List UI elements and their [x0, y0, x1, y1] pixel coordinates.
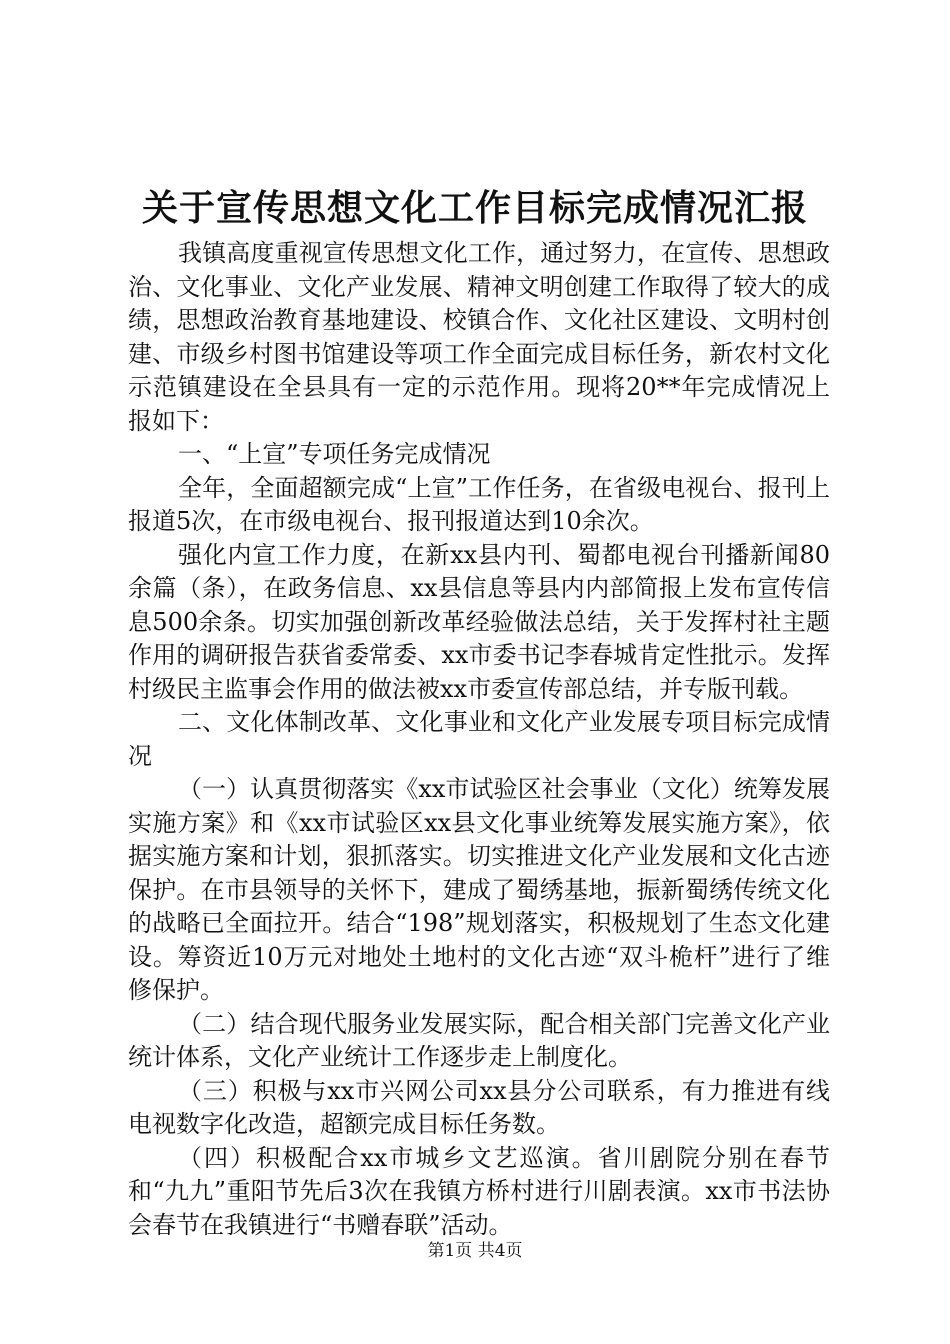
body-paragraph: （二）结合现代服务业发展实际，配合相关部门完善文化产业统计体系，文化产业统计工作逐步走上制度化。 — [128, 1009, 830, 1071]
section-heading-1: 一、“上宣”专项任务完成情况 — [178, 440, 491, 468]
intro-paragraph: 我镇高度重视宣传思想文化工作，通过努力，在宣传、思想政治、文化事业、文化产业发展、精神文明创建工作取得了较大的成绩，思想政治教育基地建设、校镇合作、文化社区建设、文明村创建、市级乡村图书馆建设等项工作全面完成目标任务，新农村文化示范镇建设在全县具有一定的示范作用。现将20**年完成情况上报如下： — [128, 239, 830, 435]
body-paragraph: （三）积极与xx市兴网公司xx县分公司联系，有力推进有线电视数字化改造，超额完成目标任务数。 — [128, 1076, 830, 1138]
page-number-footer: 第1页 共4页 — [427, 1241, 523, 1261]
body-paragraph: （四）积极配合xx市城乡文艺巡演。省川剧院分别在春节和“九九”重阳节先后3次在我镇方桥村进行川剧表演。xx市书法协会春节在我镇进行“书赠春联”活动。 — [128, 1143, 830, 1239]
body-paragraph: 全年，全面超额完成“上宣”工作任务，在省级电视台、报刊上报道5次，在市级电视台、报刊报道达到10余次。 — [128, 473, 830, 535]
document-body — [128, 237, 830, 1242]
body-paragraph: （一）认真贯彻落实《xx市试验区社会事业（文化）统筹发展实施方案》和《xx市试验区xx县文化事业统筹发展实施方案》，依据实施方案和计划，狠抓落实。切实推进文化产业发展和文化古迹保护。在市县领导的关怀下，建成了蜀绣基地，振新蜀绣传统文化的战略已全面拉开。结合“198”规划落实，积极规划了生态文化建设。筹资近10万元对地处土地村的文化古迹“双斗桅杆”进行了维修保护。 — [128, 775, 830, 1004]
body-paragraph: 强化内宣工作力度，在新xx县内刊、蜀都电视台刊播新闻80余篇（条），在政务信息、xx县信息等县内内部简报上发布宣传信息500余条。切实加强创新改革经验做法总结，关于发挥村社主题作用的调研报告获省委常委、xx市委书记李春城肯定性批示。发挥村级民主监事会作用的做法被xx市委宣传部总结，并专版刊载。 — [128, 540, 830, 703]
document-title: 关于宣传思想文化工作目标完成情况汇报 — [141, 187, 808, 229]
section-heading-2: 二、文化体制改革、文化事业和文化产业发展专项目标完成情况 — [128, 708, 830, 770]
